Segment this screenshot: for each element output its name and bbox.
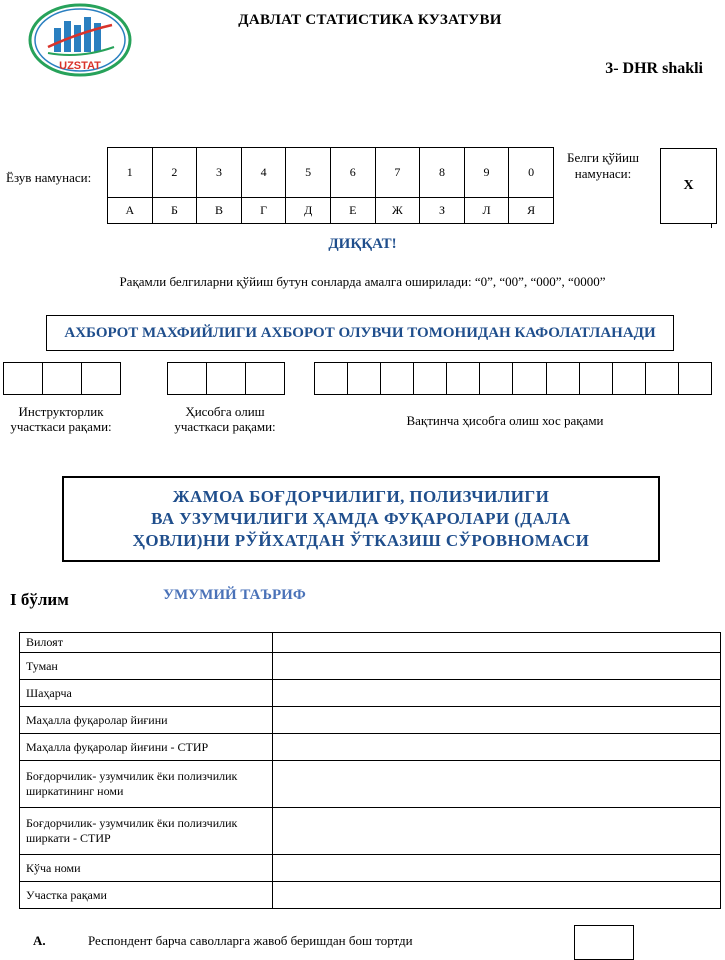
table-row [20, 653, 721, 680]
accounting-area-number-label: Ҳисобга олиш участкаси рақами: [174, 404, 276, 434]
digit-cell[interactable] [246, 363, 284, 394]
digit-cell[interactable] [679, 363, 711, 394]
note-text: Респондент барча саволларга жавоб беришдан бош тортди [88, 933, 413, 948]
table-row [20, 808, 721, 855]
confidentiality-box [46, 315, 674, 351]
sample-letter: Ж [375, 198, 420, 224]
sample-letter: З [420, 198, 465, 224]
table-row [20, 707, 721, 734]
section-number: I бўлим [10, 590, 69, 609]
survey-title-line: ЖАМОА БОҒДОРЧИЛИГИ, ПОЛИЗЧИЛИГИ [172, 487, 550, 506]
table-row [20, 882, 721, 909]
digit-cell[interactable] [646, 363, 679, 394]
sample-digits-row [108, 148, 554, 198]
writing-sample-grid [107, 147, 554, 224]
note-letter: А. [33, 933, 46, 948]
row-label: Вилоят [20, 633, 273, 653]
digit-cell[interactable] [480, 363, 513, 394]
sample-digit: 6 [330, 148, 375, 198]
row-label: Туман [20, 653, 273, 680]
table-row [20, 680, 721, 707]
sample-letter: Д [286, 198, 331, 224]
row-label: Шаҳарча [20, 680, 273, 707]
digit-cell[interactable] [513, 363, 546, 394]
uzstat-logo-text: UZSTAT [59, 60, 101, 72]
sample-letter: Г [241, 198, 286, 224]
digit-cell[interactable] [315, 363, 348, 394]
row-label: Боғдорчилик- узумчилик ёки полизчилик ширкатининг номи [20, 761, 273, 808]
attention-text: Рақамли белгиларни қўйиш бутун сонларда амалга оширилади: “0”, “00”, “000”, “0000” [119, 274, 606, 289]
row-value-input[interactable] [273, 680, 721, 707]
digit-cell[interactable] [168, 363, 207, 394]
digit-cell[interactable] [580, 363, 613, 394]
mark-box-tick [711, 224, 718, 228]
temporary-registration-number-cells[interactable] [314, 362, 712, 395]
row-value-input[interactable] [273, 882, 721, 909]
agency-name: ДАВЛАТ СТАТИСТИКА КУЗАТУВИ [238, 12, 502, 28]
sample-digit: 0 [509, 148, 554, 198]
row-label: Маҳалла фуқаролар йиғини - СТИР [20, 734, 273, 761]
survey-title-box [62, 476, 660, 562]
sample-letter: В [197, 198, 242, 224]
sample-letters-row [108, 198, 554, 224]
sample-letter: Л [464, 198, 509, 224]
sample-letter: Е [330, 198, 375, 224]
sample-digit: 1 [108, 148, 153, 198]
row-value-input[interactable] [273, 761, 721, 808]
mark-sample-label: Белги қўйиш намунаси: [566, 150, 639, 181]
general-info-table [19, 632, 721, 909]
form-code: 3- DHR shakli [605, 60, 703, 77]
sample-letter: Я [509, 198, 554, 224]
digit-cell[interactable] [4, 363, 43, 394]
instructor-area-number-label: Инструкторлик участкаси рақами: [10, 404, 112, 434]
accounting-area-number-cells[interactable] [167, 362, 285, 395]
confidentiality-text: АХБОРОТ МАХФИЙЛИГИ АХБОРОТ ОЛУВЧИ ТОМОНИДАН КАФОЛАТЛАНАДИ [64, 324, 656, 341]
row-value-input[interactable] [273, 855, 721, 882]
row-value-input[interactable] [273, 734, 721, 761]
row-value-input[interactable] [273, 808, 721, 855]
uzstat-logo [28, 3, 132, 77]
table-row [20, 855, 721, 882]
row-value-input[interactable] [273, 633, 721, 653]
digit-cell[interactable] [43, 363, 82, 394]
digit-cell[interactable] [348, 363, 381, 394]
row-value-input[interactable] [273, 707, 721, 734]
mark-sample-box [660, 148, 717, 224]
digit-cell[interactable] [207, 363, 246, 394]
table-row [20, 633, 721, 653]
temporary-registration-number-label: Вақтинча ҳисобга олиш хос рақами [406, 413, 604, 428]
sample-digit: 4 [241, 148, 286, 198]
attention-title: ДИҚҚАТ! [328, 236, 397, 252]
sample-digit: 9 [464, 148, 509, 198]
refusal-checkbox[interactable] [574, 925, 634, 960]
sample-digit: 5 [286, 148, 331, 198]
digit-cell[interactable] [447, 363, 480, 394]
section-title: УМУМИЙ ТАЪРИФ [163, 587, 306, 603]
table-row [20, 734, 721, 761]
digit-cell[interactable] [82, 363, 120, 394]
survey-title-line: ВА УЗУМЧИЛИГИ ҲАМДА ФУҚАРОЛАРИ (ДАЛА [151, 509, 571, 528]
digit-cell[interactable] [613, 363, 646, 394]
row-value-input[interactable] [273, 653, 721, 680]
sample-digit: 8 [420, 148, 465, 198]
row-label: Маҳалла фуқаролар йиғини [20, 707, 273, 734]
sample-digit: 2 [152, 148, 197, 198]
digit-cell[interactable] [547, 363, 580, 394]
survey-title-line: ҲОВЛИ)НИ РЎЙХАТДАН ЎТКАЗИШ СЎРОВНОМАСИ [132, 531, 590, 550]
sample-digit: 7 [375, 148, 420, 198]
mark-sample-x: X [683, 178, 694, 193]
digit-cell[interactable] [414, 363, 447, 394]
row-label: Боғдорчилик- узумчилик ёки полизчилик ширкати - СТИР [20, 808, 273, 855]
row-label: Кўча номи [20, 855, 273, 882]
row-label: Участка рақами [20, 882, 273, 909]
sample-digit: 3 [197, 148, 242, 198]
sample-letter: Б [152, 198, 197, 224]
sample-letter: А [108, 198, 153, 224]
table-row [20, 761, 721, 808]
instructor-area-number-cells[interactable] [3, 362, 121, 395]
writing-sample-label: Ёзув намунаси: [6, 170, 92, 185]
digit-cell[interactable] [381, 363, 414, 394]
